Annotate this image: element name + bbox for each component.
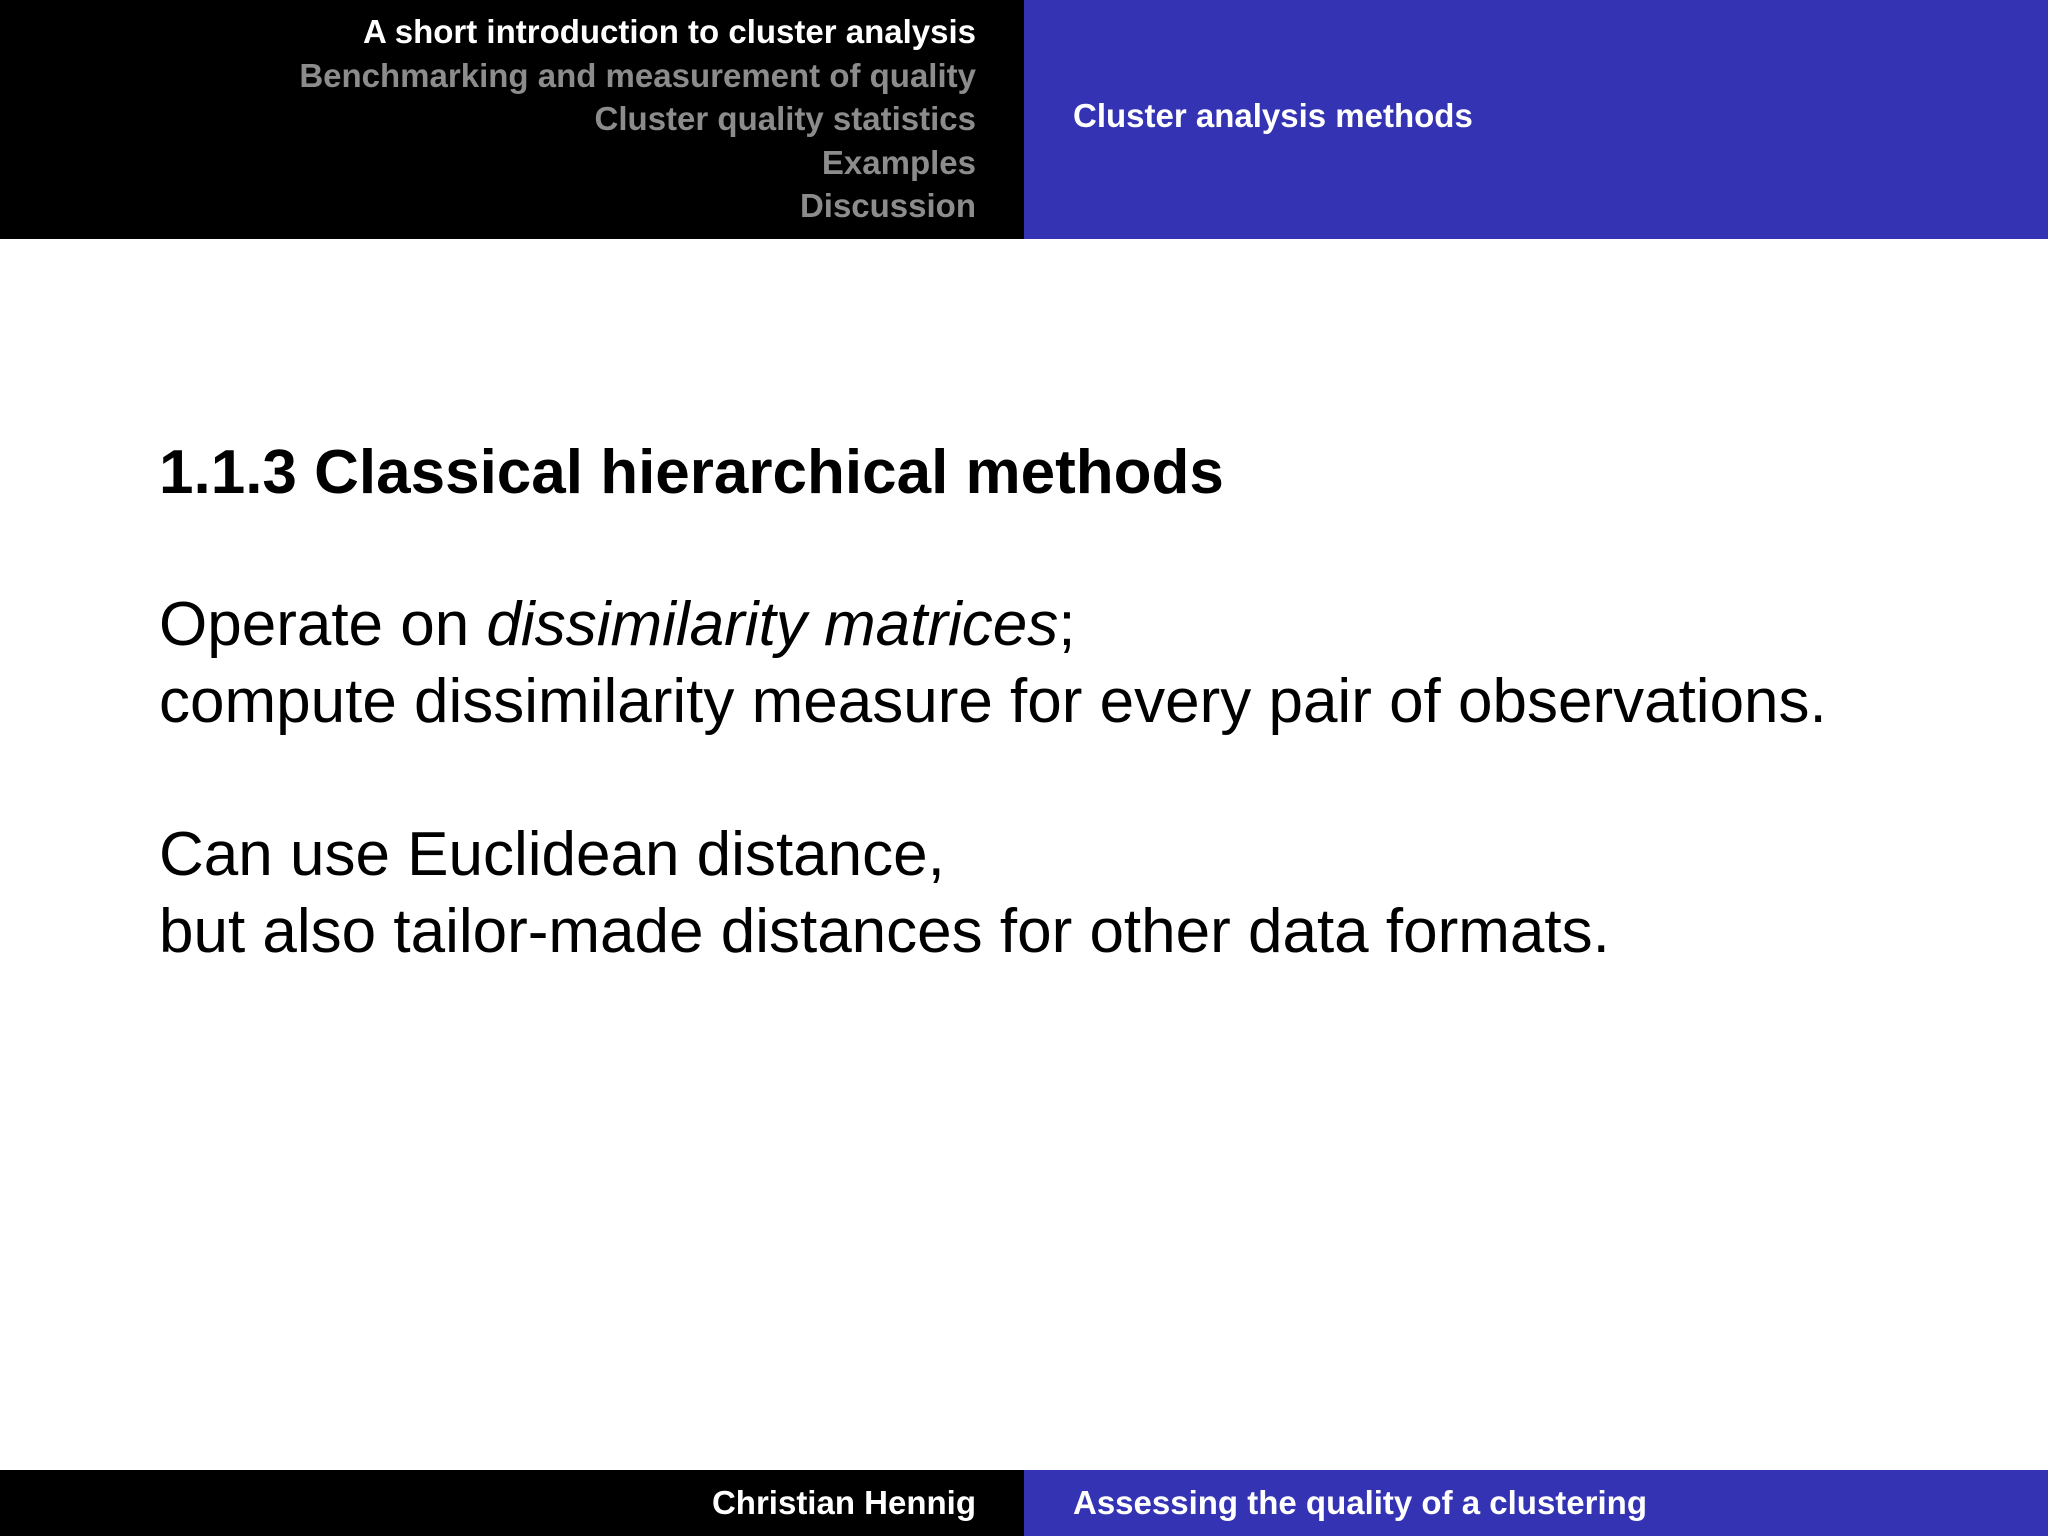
paragraph-distances (159, 816, 1610, 970)
section-link-benchmarking[interactable]: Benchmarking and measurement of quality (299, 56, 976, 94)
section-link-discussion[interactable]: Discussion (799, 187, 976, 224)
footer-title-panel (1024, 1470, 2048, 1536)
subsection-panel (1024, 0, 2048, 239)
section-list (299, 10, 976, 228)
section-navigation-panel (0, 0, 1024, 239)
footer-presentation-title[interactable]: Assessing the quality of a clustering (1073, 1484, 1647, 1521)
section-link-quality-statistics[interactable]: Cluster quality statistics (594, 100, 976, 137)
text-run: Operate on (159, 590, 487, 659)
text-run: ; (1058, 590, 1076, 659)
footer-bar (0, 1470, 2048, 1536)
emphasized-term: dissimilarity matrices (486, 590, 1059, 659)
section-link-introduction[interactable]: A short introduction to cluster analysis (362, 13, 976, 50)
paragraph-dissimilarity (159, 586, 1827, 740)
paragraph-line (159, 586, 1827, 663)
paragraph-line: compute dissimilarity measure for every pair of observations. (159, 667, 1827, 736)
footer-author-panel (0, 1470, 1024, 1536)
header-bar (0, 0, 2048, 239)
paragraph-line: Can use Euclidean distance, (159, 820, 945, 889)
subsection-link-cluster-analysis-methods[interactable]: Cluster analysis methods (1073, 97, 1473, 134)
footer-author[interactable]: Christian Hennig (711, 1484, 976, 1521)
section-link-examples[interactable]: Examples (821, 143, 976, 181)
paragraph-line: but also tailor-made distances for other data formats. (159, 897, 1610, 966)
frame-title: 1.1.3 Classical hierarchical methods (159, 438, 1224, 507)
